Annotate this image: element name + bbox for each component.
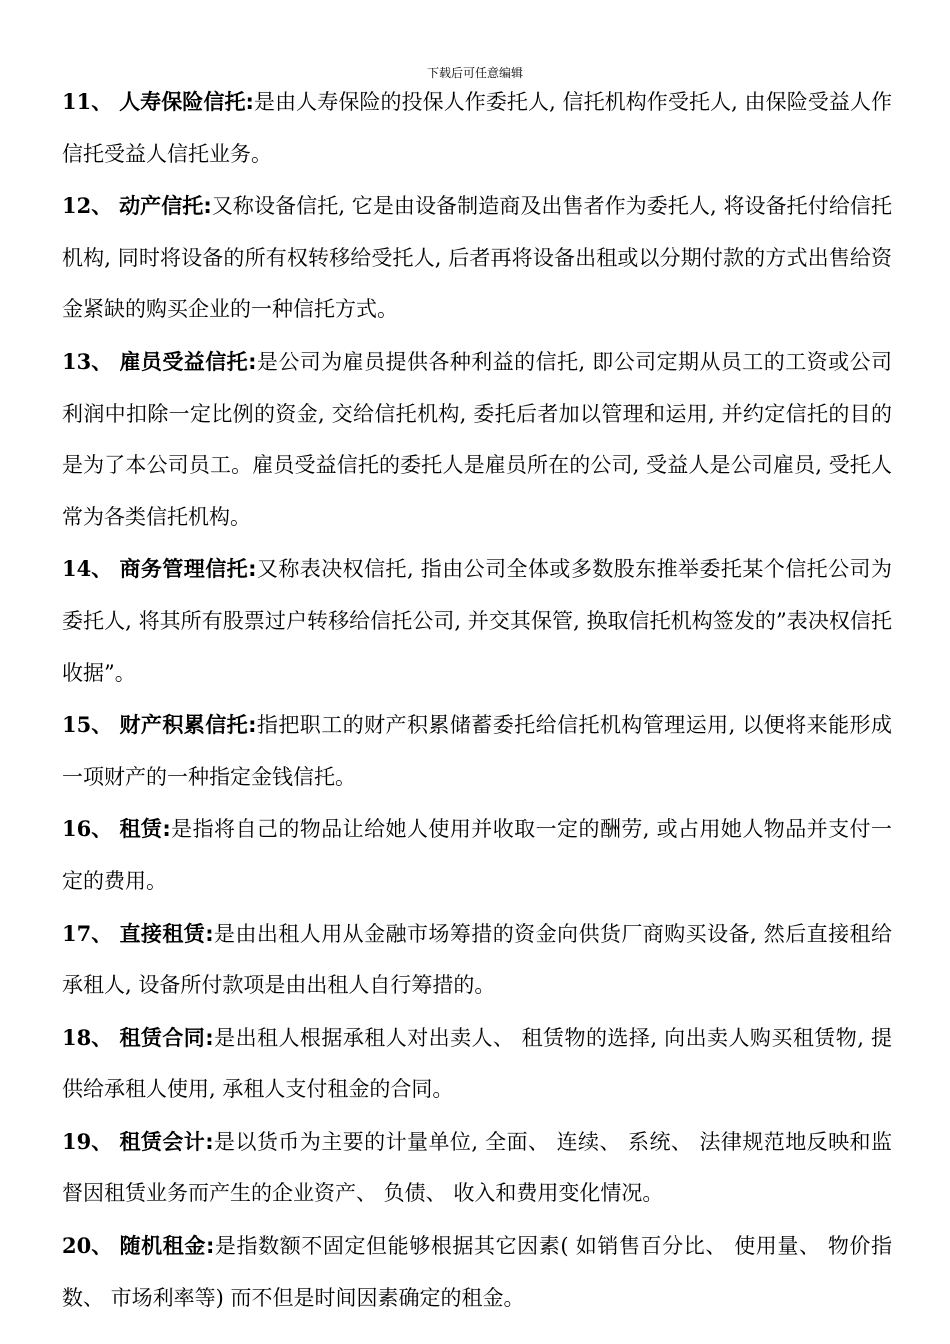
entry-number: 12、 [62, 193, 113, 219]
entry-definition: 是指将自己的物品让给她人使用并收取一定的酬劳, 或占用她人物品并支付一定的费用。 [62, 817, 892, 893]
entry-definition: 又称设备信托, 它是由设备制造商及出售者作为委托人, 将设备托付给信托机构, 同时将设备的所有权转移给受托人, 后者再将设备出租或以分期付款的方式出售给资金紧缺的购买企业的一种信托方式。 [62, 194, 892, 322]
entry-term: 商务管理信托: [119, 557, 257, 582]
glossary-entry [62, 1220, 892, 1324]
entry-definition: 又称表决权信托, 指由公司全体或多数股东推举委托某个信托公司为委托人, 将其所有股票过户转移给信托公司, 并交其保管, 换取信托机构签发的”表决权信托收据”。 [62, 557, 892, 685]
entry-term: 动产信托: [119, 194, 212, 219]
entry-definition: 是由人寿保险的投保人作委托人, 信托机构作受托人, 由保险受益人作信托受益人信托业务。 [62, 90, 892, 166]
glossary-entry [62, 336, 892, 543]
glossary-entry [62, 803, 892, 907]
entry-number: 13、 [62, 348, 113, 374]
glossary-entry [62, 1012, 892, 1116]
glossary-list [62, 76, 892, 1324]
entry-number: 16、 [62, 816, 113, 842]
entry-number: 15、 [62, 712, 113, 738]
entry-term: 直接租赁: [119, 921, 214, 946]
glossary-entry [62, 1116, 892, 1220]
entry-term: 租赁会计: [119, 1129, 214, 1154]
glossary-entry [62, 76, 892, 180]
glossary-entry [62, 699, 892, 803]
entry-definition: 是出租人根据承租人对出卖人、 租赁物的选择, 向出卖人购买租赁物, 提供给承租人使用, 承租人支付租金的合同。 [62, 1025, 892, 1102]
entry-term: 雇员受益信托: [119, 349, 257, 374]
entry-number: 19、 [62, 1128, 113, 1154]
glossary-entry [62, 180, 892, 336]
entry-term: 财产积累信托: [119, 713, 257, 738]
entry-definition: 指把职工的财产积累储蓄委托给信托机构管理运用, 以便将来能形成一项财产的一种指定金钱信托。 [62, 713, 892, 789]
entry-number: 18、 [62, 1024, 113, 1050]
entry-term: 租赁: [119, 817, 171, 842]
entry-number: 20、 [62, 1233, 113, 1259]
glossary-entry [62, 543, 892, 699]
entry-number: 14、 [62, 556, 113, 582]
entry-number: 11、 [62, 89, 113, 114]
glossary-entry [62, 908, 892, 1012]
entry-term: 人寿保险信托: [119, 90, 254, 114]
entry-term: 租赁合同: [119, 1025, 214, 1050]
entry-definition: 是由出租人用从金融市场筹措的资金向供货厂商购买设备, 然后直接租给承租人, 设备所付款项是由出租人自行筹措的。 [62, 921, 892, 998]
entry-term: 随机租金: [119, 1234, 215, 1259]
entry-definition: 是公司为雇员提供各种利益的信托, 即公司定期从员工的工资或公司利润中扣除一定比例的资金, 交给信托机构, 委托后者加以管理和运用, 并约定信托的目的是为了本公司员工。雇员受益信托的委托人是雇员所在的公司, 受益人是公司雇员, 受托人常为各类信托机构。 [62, 349, 892, 529]
entry-definition: 是以货币为主要的计量单位, 全面、 连续、 系统、 法律规范地反映和监督因租赁业务而产生的企业资产、 负债、 收入和费用变化情况。 [62, 1129, 892, 1206]
page-header-note: 下载后可任意编辑 [426, 66, 523, 80]
entry-definition: 是指数额不固定但能够根据其它因素( 如销售百分比、 使用量、 物价指数、 市场利率等) 而不但是时间因素确定的租金。 [62, 1234, 892, 1310]
entry-number: 17、 [62, 920, 113, 946]
